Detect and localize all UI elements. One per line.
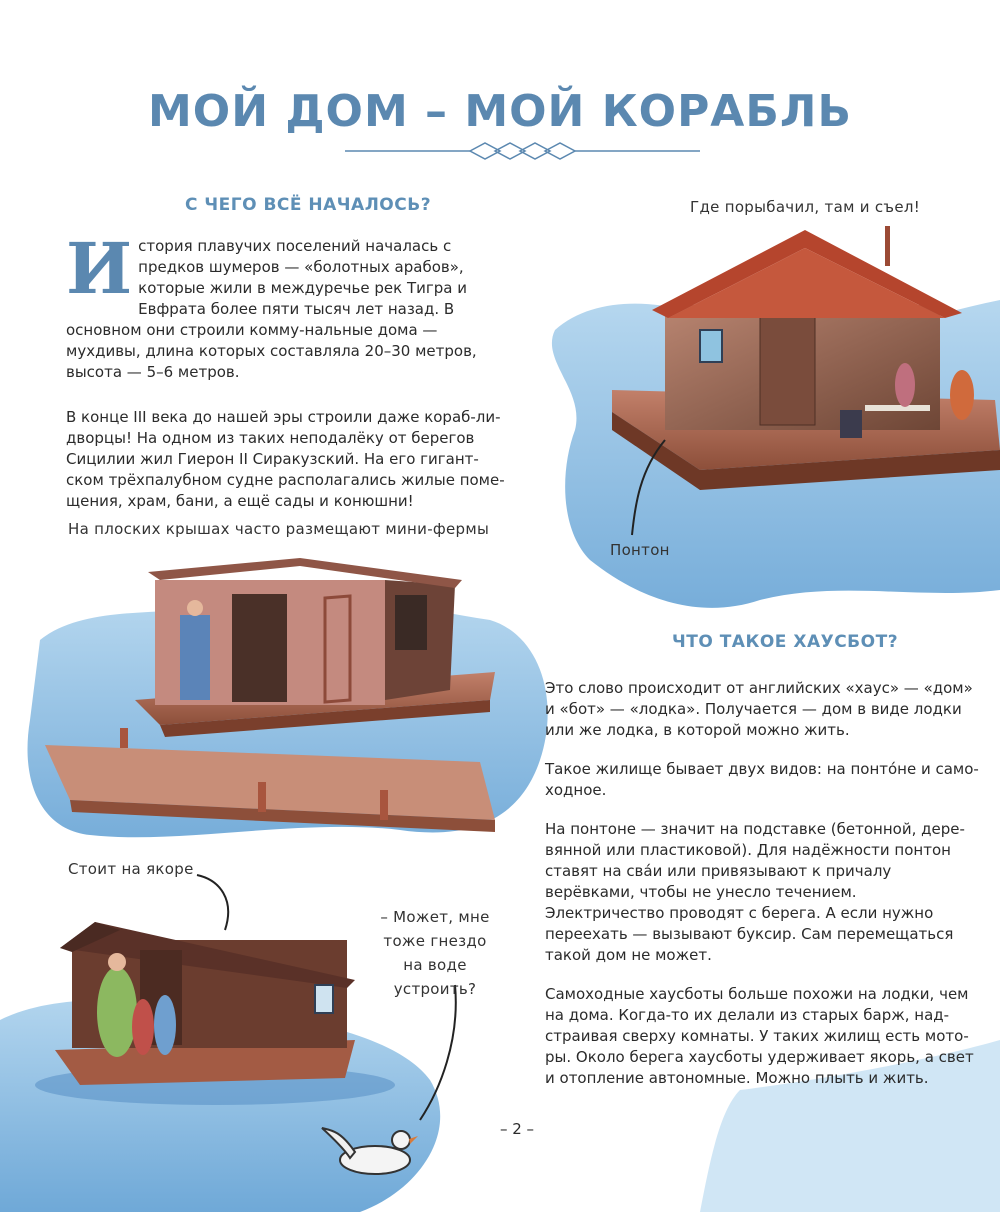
- section-heading-origins: С ЧЕГО ВСЁ НАЧАЛОСЬ?: [185, 195, 432, 215]
- section-origins-text: [66, 227, 506, 512]
- paragraph-houseboat-3: На понтоне — значит на подставке (бетонной, дере-вянной или пластиковой). Для надёжности понтон ставят на сва́и или привязывают к причалу верёвками, чтобы не унесло течением. Электричество проводят с берега. А если нужно переехать — вызывают буксир. Сам перемещаться такой дом не может.: [545, 820, 965, 964]
- paragraph-houseboat-1: Это слово происходит от английских «хаус» — «дом» и «бот» — «лодка». Получается — дом в виде лодки или же лодка, в которой можно жить.: [545, 679, 973, 739]
- paragraph-origins-1-text: стория плавучих поселений началась с предков шумеров — «болотных арабов», которые жили в междуречье рек Тигра и Евфрата более пяти тысяч лет назад. В основном они строили комму-нальные дома — мухдивы, длина которых составляла 20–30 метров, высота — 5–6 метров.: [66, 237, 477, 381]
- page-title: МОЙ ДОМ – МОЙ КОРАБЛЬ: [148, 86, 852, 137]
- anchored-houseboat-illustration: [35, 922, 395, 1105]
- note-bird-line-1: – Может, мне: [380, 908, 490, 926]
- title-ornament: [345, 138, 700, 164]
- note-pontoon: Понтон: [610, 541, 670, 559]
- anchor-callout-line: [197, 875, 228, 930]
- note-bird-line-2: тоже гнездо: [383, 932, 487, 950]
- page-number: – 2 –: [499, 1120, 535, 1138]
- paragraph-houseboat-4: Самоходные хаусботы больше похожи на лодки, чем на дома. Когда-то их делали из старых барж, над-страивая сверху комнаты. У таких жилищ есть мото-ры. Около берега хаусботы удерживает якорь, а свет и отопление автономные. Можно плыть и жить.: [545, 985, 974, 1087]
- paragraph-origins-1: [66, 227, 506, 383]
- note-fishing: Где порыбачил, там и съел!: [690, 198, 921, 216]
- paragraph-houseboat-2: Такое жилище бывает двух видов: на понто́не и само-ходное.: [545, 760, 979, 799]
- section-heading-houseboat: ЧТО ТАКОЕ ХАУСБОТ?: [672, 632, 899, 652]
- drop-cap: И: [66, 227, 133, 310]
- note-anchor: Стоит на якоре: [68, 860, 194, 878]
- note-roof-farms: На плоских крышах часто размещают мини-фермы: [68, 520, 490, 538]
- note-bird-line-3: на воде устроить?: [393, 956, 477, 998]
- note-bird: [360, 905, 510, 1001]
- section-houseboat-text: [545, 678, 980, 1089]
- paragraph-origins-2: В конце III века до нашей эры строили даже кораб-ли-дворцы! На одном из таких неподалёку от берегов Сицилии жил Гиерон II Сиракузский. На его гигант-ском трёхпалубном судне располагались жилые поме-щения, храм, бани, а ещё сады и конюшни!: [66, 408, 505, 510]
